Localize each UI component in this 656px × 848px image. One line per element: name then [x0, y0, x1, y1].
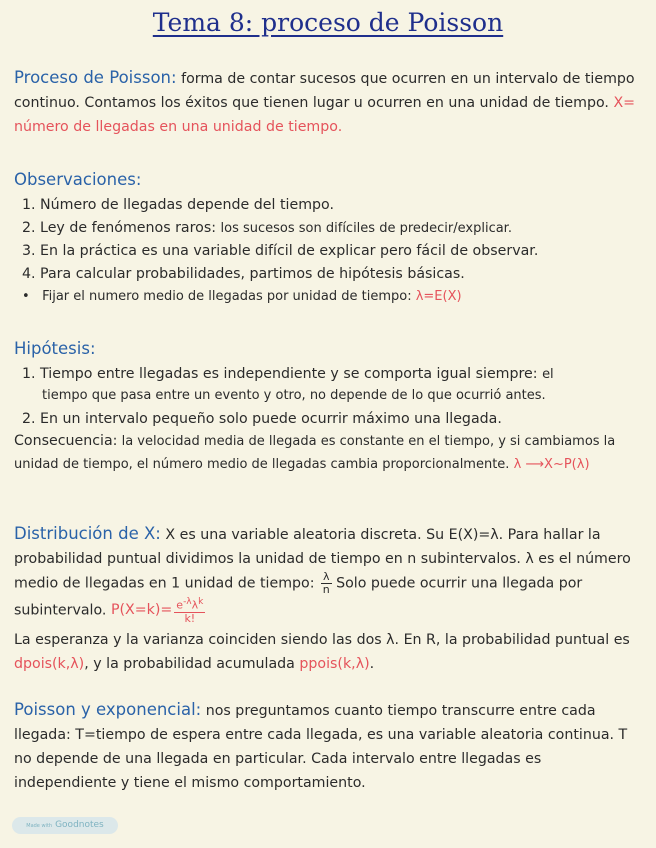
observaciones-heading: [14, 168, 644, 193]
hip-item-1-text: 1. Tiempo entre llegadas es independiente y se comporta igual siempre:: [22, 366, 538, 382]
distribucion-text2: Solo puede ocurrir una llegada por subintervalo.: [14, 575, 583, 619]
intro-heading: Proceso de Poisson:: [14, 68, 177, 87]
dpois-formula: dpois(k,λ): [14, 656, 85, 672]
obs-item-4: 4. Para calcular probabilidades, partimos de hipótesis básicas.: [22, 266, 465, 282]
obs-item-3: 3. En la práctica es una variable difícil de explicar pero fácil de observar.: [22, 243, 539, 259]
distribucion-heading: Distribución de X:: [14, 524, 161, 543]
observaciones-heading-text: Observaciones:: [14, 170, 142, 189]
intro-highlight: X= número de llegadas en una unidad de tiempo.: [14, 95, 636, 135]
consecuencia-text: la velocidad media de llegada es constante en el tiempo, y si cambiamos la unidad de tiempo, el número medio de llegadas cambia proporcionalmente.: [14, 434, 616, 472]
obs-bullet: [22, 285, 652, 309]
page-title: Tema 8: proceso de Poisson: [152, 8, 504, 37]
made-with-goodnotes-badge: [12, 817, 118, 834]
ppois-formula: ppois(k,λ): [299, 656, 370, 672]
r-functions-paragraph: [14, 628, 644, 676]
obs-bullet-formula: λ=E(X): [415, 289, 462, 304]
pmf-numerator: [174, 596, 205, 613]
pmf-fraction: [174, 596, 205, 625]
consecuencia-label: Consecuencia:: [14, 433, 118, 449]
pmf-lhs: P(X=k)=: [110, 602, 173, 619]
pmf-e: e: [176, 598, 184, 612]
pmf-e-exp: -λ: [183, 597, 192, 607]
consecuencia-paragraph: [14, 430, 644, 476]
frac-numerator: λ: [323, 570, 330, 583]
r-text-mid: , y la probabilidad acumulada: [84, 656, 295, 672]
poisson-pmf: [110, 597, 205, 625]
badge-brand: Goodnotes: [55, 820, 104, 830]
badge-small-text: Made with: [26, 823, 53, 829]
obs-item-2-detail: los sucesos son difíciles de predecir/explicar.: [220, 221, 512, 236]
pmf-denominator: k!: [184, 611, 196, 625]
obs-bullet-text: Fijar el numero medio de llegadas por unidad de tiempo:: [42, 289, 412, 304]
exponencial-heading: Poisson y exponencial:: [14, 700, 202, 719]
hipotesis-heading-text: Hipótesis:: [14, 339, 96, 358]
hip-item-1-tail: el: [542, 367, 554, 382]
hipotesis-heading: [14, 337, 644, 362]
r-text-end: .: [369, 656, 375, 672]
distribucion-text: X es una variable aleatoria discreta. Su E(X)=λ. Para hallar la probabilidad puntual dividimos la unidad de tiempo en n subintervalos. λ es el número medio de llegadas en 1 unidad de tiempo:: [14, 527, 631, 592]
exponencial-text: nos preguntamos cuanto tiempo transcurre entre cada llegada: T=tiempo de espera entre cada llegada, es una variable aleatoria continua. T no depende de una llegada en particular. Cada intervalo entre llegadas es independiente y tiene el mismo comportamiento.: [14, 703, 628, 791]
obs-item-2: [22, 216, 652, 241]
r-text: La esperanza y la varianza coinciden siendo las dos λ. En R, la probabilidad puntual es: [14, 632, 630, 648]
distribucion-paragraph: [14, 522, 644, 625]
intro-paragraph: [14, 66, 644, 139]
lambda-over-n: [321, 571, 332, 596]
hip-item-1-cont: tiempo que pasa entre un evento y otro, no depende de lo que ocurrió antes.: [42, 388, 546, 403]
frac-denominator: n: [322, 583, 330, 596]
pmf-lambda-exp: k: [198, 597, 204, 607]
obs-item-2-label: 2. Ley de fenómenos raros:: [22, 220, 216, 236]
hip-item-2: 2. En un intervalo pequeño solo puede ocurrir máximo una llegada.: [22, 411, 502, 427]
bullet-dot: •: [22, 289, 38, 304]
intro-text: forma de contar sucesos que ocurren en un intervalo de tiempo continuo. Contamos los éxitos que tienen lugar u ocurren en una unidad de tiempo.: [14, 71, 635, 111]
exponencial-paragraph: [14, 698, 644, 795]
obs-item-1: 1. Número de llegadas depende del tiempo.: [22, 197, 334, 213]
pmf-lambda: λ: [191, 598, 199, 612]
consecuencia-formula: λ ⟶X~P(λ): [513, 457, 590, 472]
